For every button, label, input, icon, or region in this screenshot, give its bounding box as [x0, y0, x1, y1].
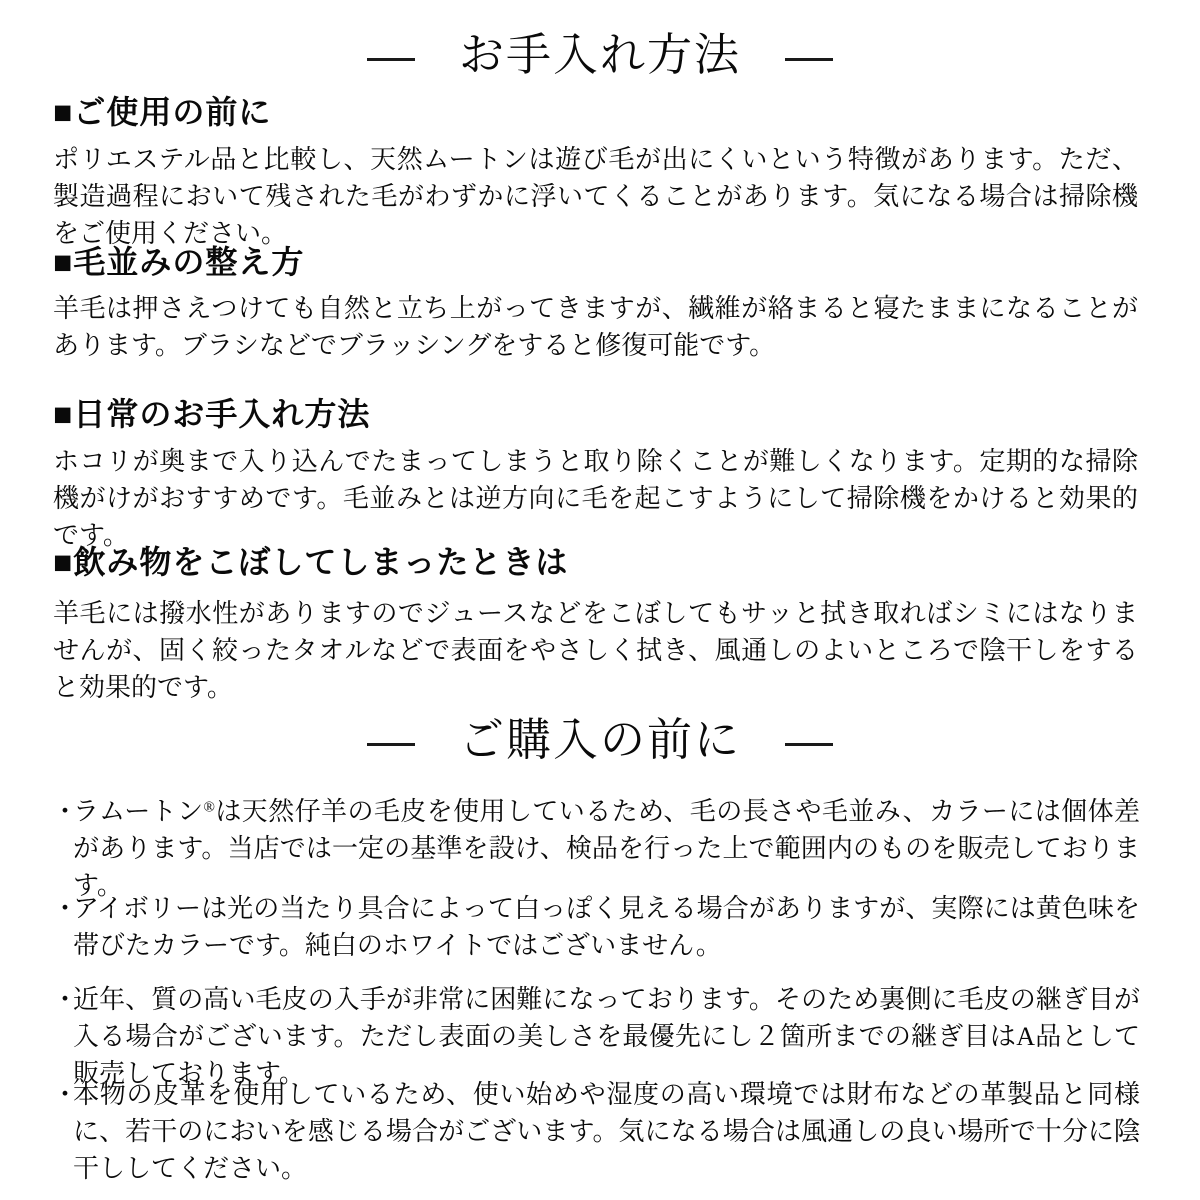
- registered-trademark-mark: ®: [203, 799, 215, 816]
- purchase-note-individual-differences: [52, 793, 1140, 904]
- title-dash-right-icon: [785, 58, 833, 61]
- purchase-note-leather-smell: [52, 1076, 1140, 1187]
- section-heading-before-use: ■ご使用の前に: [53, 94, 272, 130]
- care-section-title: [0, 29, 1200, 81]
- section-body-fur-grooming: 羊毛は押さえつけても自然と立ち上がってきますが、繊維が絡まると寝たままになることがあります。ブラシなどでブラッシングをすると修復可能です。: [53, 294, 1138, 360]
- purchase-section-title: [0, 714, 1200, 766]
- section-heading-fur-grooming: ■毛並みの整え方: [53, 244, 305, 280]
- section-body-spilled-drink: 羊毛には撥水性がありますのでジュースなどをこぼしてもサッと拭き取ればシミにはなりませんが、固く絞ったタオルなどで表面をやさしく拭き、風通しのよいところで陰干しをすると効果的です。: [53, 599, 1138, 702]
- section-body-before-use: ポリエステル品と比較し、天然ムートンは遊び毛が出にくいという特徴があります。ただ、製造過程において残された毛がわずかに浮いてくることがあります。気になる場合は掃除機をご使用ください。: [53, 145, 1138, 248]
- section-body-daily-care: ホコリが奥まで入り込んでたまってしまうと取り除くことが難しくなります。定期的な掃除機がけがおすすめです。毛並みとは逆方向に毛を起こすようにして掃除機をかけると効果的です。: [53, 447, 1138, 550]
- brand-name: ラムートン: [73, 797, 204, 826]
- bullet-text: アイボリーは光の当たり具合によって白っぽく見える場合がありますが、実際には黄色味を帯びたカラーです。純白のホワイトではございません。: [73, 894, 1140, 960]
- section-heading-daily-care: ■日常のお手入れ方法: [53, 396, 371, 432]
- bullet-marker: ・: [52, 1080, 79, 1109]
- bullet-marker: ・: [52, 894, 79, 923]
- bullet-text: 本物の皮革を使用しているため、使い始めや湿度の高い環境では財布などの革製品と同様に、若干のにおいを感じる場合がございます。気になる場合は風通しの良い場所で十分に陰干ししてください。: [73, 1080, 1140, 1183]
- section-heading-spilled-drink: ■飲み物をこぼしてしまったときは: [53, 544, 569, 580]
- bullet-text: は天然仔羊の毛皮を使用しているため、毛の長さや毛並み、カラーには個体差があります。当店では一定の基準を設け、検品を行った上で範囲内のものを販売しております。: [73, 797, 1140, 900]
- title-dash-right-icon: [785, 743, 833, 746]
- bullet-marker: ・: [52, 797, 79, 826]
- bullet-marker: ・: [52, 985, 79, 1014]
- title-dash-left-icon: [367, 743, 415, 746]
- purchase-title-text: ご購入の前に: [458, 715, 741, 765]
- bullet-text: 近年、質の高い毛皮の入手が非常に困難になっております。そのため裏側に毛皮の継ぎ目が入る場合がございます。ただし表面の美しさを最優先にし２箇所までの継ぎ目はA品として販売しております。: [73, 985, 1140, 1088]
- purchase-note-ivory-color: [52, 890, 1140, 964]
- title-dash-left-icon: [367, 58, 415, 61]
- care-title-text: お手入れ方法: [458, 30, 741, 80]
